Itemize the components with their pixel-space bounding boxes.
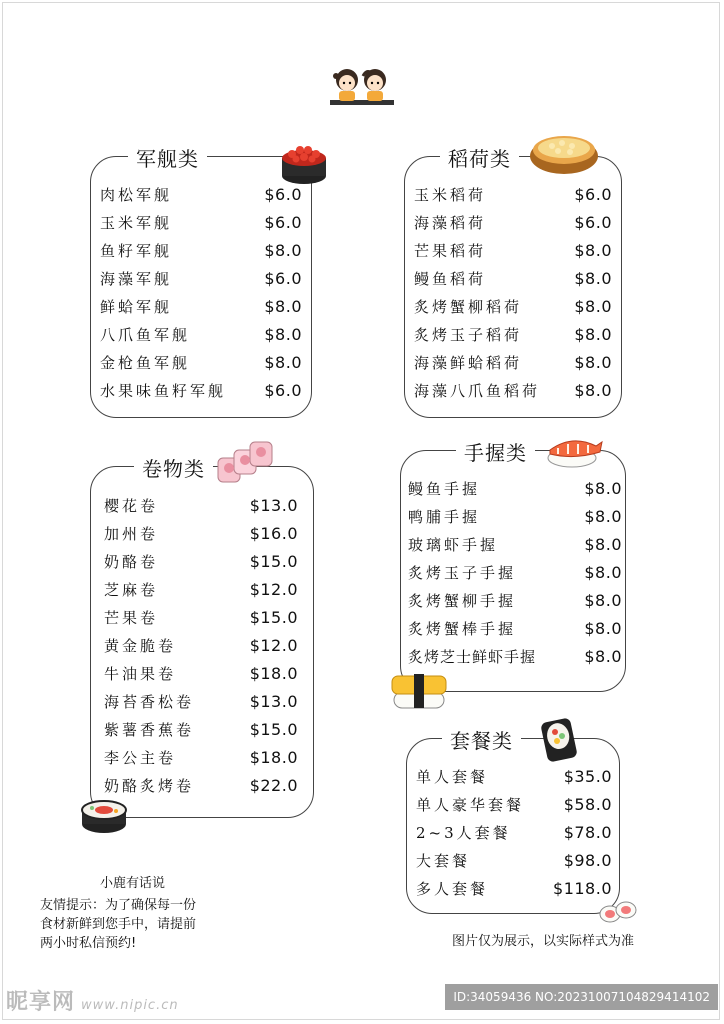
item-name: 多人套餐 — [416, 879, 489, 898]
list-item — [104, 519, 298, 547]
mascot-kids-icon — [328, 64, 396, 108]
item-name: 海苔香松卷 — [104, 692, 195, 711]
list-item — [408, 530, 622, 558]
item-price: $8.0 — [584, 562, 622, 582]
item-price: $13.0 — [249, 495, 298, 515]
inari-sushi-icon — [528, 128, 600, 176]
list-item — [100, 208, 302, 236]
item-price: $8.0 — [264, 352, 302, 372]
item-name: 炙烤蟹柳稻荷 — [414, 297, 523, 316]
item-price: $8.0 — [584, 590, 622, 610]
item-price: $8.0 — [574, 352, 612, 372]
item-price: $8.0 — [584, 646, 622, 666]
salmon-roll-sushi-icon — [598, 896, 638, 926]
list-item — [414, 376, 612, 404]
item-name: 单人豪华套餐 — [416, 795, 525, 814]
item-name: 海藻稻荷 — [414, 213, 487, 232]
rolls-title: 卷物类 — [134, 453, 213, 482]
item-name: 黄金脆卷 — [104, 636, 177, 655]
tamago-nigiri-sushi-icon — [388, 668, 450, 712]
nigiri-list — [408, 474, 622, 670]
sets-title: 套餐类 — [442, 725, 521, 754]
item-price: $8.0 — [584, 534, 622, 554]
list-item — [408, 558, 622, 586]
item-name: 肉松军舰 — [100, 185, 173, 204]
gunkan-list — [100, 180, 302, 404]
item-price: $78.0 — [563, 822, 612, 842]
list-item — [408, 642, 622, 670]
item-name: 玻璃虾手握 — [408, 535, 499, 554]
list-item — [104, 575, 298, 603]
list-item — [104, 659, 298, 687]
watermark-id: ID:34059436 NO:20231007104829414102 — [445, 984, 718, 1010]
item-name: 芒果卷 — [104, 608, 159, 627]
notes-line-3: 两小时私信预约! — [40, 936, 137, 951]
item-name: 奶酪炙烤卷 — [104, 776, 195, 795]
rolls-list — [104, 491, 298, 799]
list-item — [100, 376, 302, 404]
item-price: $15.0 — [249, 551, 298, 571]
list-item — [104, 743, 298, 771]
list-item — [414, 264, 612, 292]
item-price: $8.0 — [574, 380, 612, 400]
item-name: 鸭脯手握 — [408, 507, 481, 526]
item-name: 鳗鱼手握 — [408, 479, 481, 498]
item-name: 海藻军舰 — [100, 269, 173, 288]
item-price: $6.0 — [264, 268, 302, 288]
notes-heading: 小鹿有话说 — [100, 876, 166, 891]
list-item — [104, 771, 298, 799]
item-price: $13.0 — [249, 691, 298, 711]
item-price: $6.0 — [574, 212, 612, 232]
item-price: $15.0 — [249, 719, 298, 739]
item-price: $98.0 — [563, 850, 612, 870]
list-item — [408, 502, 622, 530]
item-name: 大套餐 — [416, 851, 471, 870]
list-item — [414, 180, 612, 208]
item-name: 奶酪卷 — [104, 552, 159, 571]
list-item — [104, 631, 298, 659]
item-name: 玉米军舰 — [100, 213, 173, 232]
list-item — [100, 320, 302, 348]
futomaki-roll-sushi-icon — [540, 716, 578, 764]
list-item — [414, 208, 612, 236]
item-name: 炙烤蟹柳手握 — [408, 591, 517, 610]
inari-list — [414, 180, 612, 404]
item-price: $6.0 — [264, 184, 302, 204]
list-item — [416, 790, 612, 818]
item-price: $8.0 — [574, 324, 612, 344]
list-item — [104, 687, 298, 715]
item-name: 鲜蛤军舰 — [100, 297, 173, 316]
list-item — [414, 320, 612, 348]
notes-line-1: 友情提示：为了确保每一份 — [40, 898, 197, 913]
item-price: $8.0 — [574, 296, 612, 316]
item-price: $8.0 — [584, 506, 622, 526]
item-name: 炙烤玉子稻荷 — [414, 325, 523, 344]
watermark-url: www.nipic.cn — [81, 998, 179, 1013]
list-item — [100, 292, 302, 320]
item-price: $35.0 — [563, 766, 612, 786]
list-item — [100, 264, 302, 292]
item-name: 海藻八爪鱼稻荷 — [414, 381, 541, 400]
item-price: $8.0 — [584, 618, 622, 638]
item-price: $18.0 — [249, 663, 298, 683]
item-name: 单人套餐 — [416, 767, 489, 786]
item-price: $8.0 — [264, 324, 302, 344]
list-item — [104, 491, 298, 519]
list-item — [408, 586, 622, 614]
item-price: $6.0 — [574, 184, 612, 204]
nigiri-title: 手握类 — [456, 437, 535, 466]
roe-gunkan-sushi-icon — [278, 136, 330, 188]
item-name: 芝麻卷 — [104, 580, 159, 599]
disclaimer: 图片仅为展示，以实际样式为准 — [452, 934, 635, 949]
list-item — [416, 762, 612, 790]
item-price: $8.0 — [574, 268, 612, 288]
item-name: 牛油果卷 — [104, 664, 177, 683]
item-name: 紫薯香蕉卷 — [104, 720, 195, 739]
item-name: 2~3人套餐 — [416, 823, 511, 842]
item-price: $8.0 — [584, 478, 622, 498]
item-price: $6.0 — [264, 380, 302, 400]
item-name: 玉米稻荷 — [414, 185, 487, 204]
watermark-brand-text: 昵享网 — [6, 990, 76, 1015]
list-item — [416, 846, 612, 874]
item-name: 樱花卷 — [104, 496, 159, 515]
list-item — [414, 348, 612, 376]
item-name: 加州卷 — [104, 524, 159, 543]
item-name: 八爪鱼军舰 — [100, 325, 191, 344]
item-price: $58.0 — [563, 794, 612, 814]
list-item — [414, 292, 612, 320]
shrimp-nigiri-sushi-icon — [544, 430, 606, 470]
list-item — [100, 236, 302, 264]
item-name: 李公主卷 — [104, 748, 177, 767]
item-price: $16.0 — [249, 523, 298, 543]
item-price: $12.0 — [249, 579, 298, 599]
item-price: $8.0 — [264, 240, 302, 260]
list-item — [100, 348, 302, 376]
item-price: $6.0 — [264, 212, 302, 232]
list-item — [104, 715, 298, 743]
item-name: 炙烤玉子手握 — [408, 563, 517, 582]
list-item — [408, 614, 622, 642]
item-price: $118.0 — [553, 878, 612, 898]
item-name: 鳗鱼稻荷 — [414, 269, 487, 288]
item-price: $22.0 — [249, 775, 298, 795]
list-item — [408, 474, 622, 502]
list-item — [104, 547, 298, 575]
list-item — [104, 603, 298, 631]
item-name: 金枪鱼军舰 — [100, 353, 191, 372]
item-price: $18.0 — [249, 747, 298, 767]
item-price: $8.0 — [574, 240, 612, 260]
item-name: 炙烤蟹棒手握 — [408, 619, 517, 638]
list-item — [416, 874, 612, 902]
list-item — [100, 180, 302, 208]
item-price: $15.0 — [249, 607, 298, 627]
list-item — [414, 236, 612, 264]
item-name: 鱼籽军舰 — [100, 241, 173, 260]
item-price: $12.0 — [249, 635, 298, 655]
sakura-roll-sushi-icon — [214, 436, 276, 488]
item-name: 芒果稻荷 — [414, 241, 487, 260]
item-name: 水果味鱼籽军舰 — [100, 381, 227, 400]
list-item — [416, 818, 612, 846]
sets-list — [416, 762, 612, 902]
item-price: $8.0 — [264, 296, 302, 316]
notes-line-2: 食材新鲜到您手中，请提前 — [40, 917, 197, 932]
gunkan-title: 军舰类 — [128, 143, 207, 172]
item-name: 海藻鲜蛤稻荷 — [414, 353, 523, 372]
inari-title: 稻荷类 — [440, 143, 519, 172]
maki-roll-sushi-icon — [80, 798, 128, 834]
watermark-brand — [6, 985, 179, 1016]
item-name: 炙烤芝士鲜虾手握 — [408, 647, 537, 666]
